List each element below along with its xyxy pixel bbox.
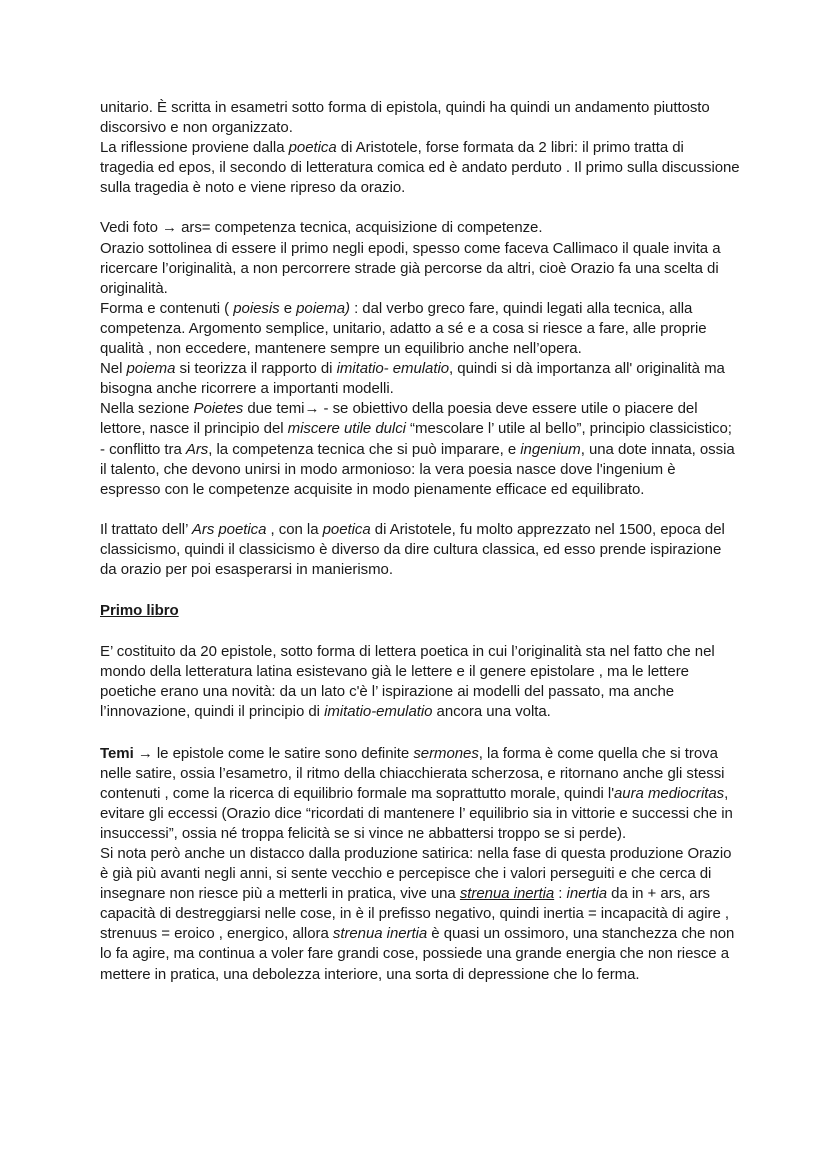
- text-run: da in + ars, ars capacità di destreggiarsi nelle cose, in è il prefisso negativo, quindi inertia = incapacità di agire , strenuus = eroico , energico, allora: [100, 885, 729, 943]
- paragraph: [100, 359, 740, 399]
- paragraph-spacer: [100, 580, 740, 601]
- text-run: Nella sezione: [100, 400, 194, 418]
- paragraph: [100, 98, 740, 138]
- section-heading: [100, 601, 740, 621]
- text-run: , la forma è come quella che si trova nelle satire, ossia l’esametro, il ritmo della chiacchierata scherzosa, e ritornano anche gli stessi contenuti , come la ricerca di equilibrio formale ma soprattutto morale, quindi l': [100, 744, 725, 802]
- text-run: ancora una volta.: [432, 703, 551, 721]
- italic-text: poetica: [288, 139, 337, 157]
- italic-text: miscere utile dulci: [287, 420, 406, 438]
- text-run: e: [279, 299, 297, 317]
- text-run: Il trattato dell’: [100, 520, 192, 538]
- italic-text: imitatio-emulatio: [324, 703, 433, 721]
- text-run: E’ costituito da 20 epistole, sotto forma di lettera poetica in cui l’originalità sta nel fatto che nel mondo della letteratura latina esistevano già le lettere e il genere epistolare , ma le lettere poetiche erano una novità: da un lato c'è l’ ispirazione ai modelli del passato, ma anche l’innovazione, quindi il principio di: [100, 643, 715, 721]
- paragraph: [100, 399, 740, 499]
- italic-text: poiesis: [233, 299, 280, 317]
- text-run: , evitare gli eccessi (Orazio dice “ricordati di mantenere l’ equilibrio sia in vittorie e successi che in insuccessi”, ossia né troppa felicità se si vince ne abbattersi troppo se si perde).: [100, 784, 733, 842]
- italic-text: poiema: [126, 360, 176, 378]
- text-run: , quindi si dà importanza all' originalità ma bisogna anche ricorrere a importanti modelli.: [100, 360, 725, 398]
- text-run: La riflessione proviene dalla: [100, 139, 289, 157]
- paragraph-spacer: [100, 500, 740, 520]
- italic-text: strenua inertia: [459, 885, 555, 903]
- text-run: unitario. È scritta in esametri sotto forma di epistola, quindi ha quindi un andamento piuttosto discorsivo e non organizzato.: [100, 99, 710, 137]
- paragraph-spacer: [100, 621, 740, 642]
- text-run: Si nota però anche un distacco dalla produzione satirica: nella fase di questa produzione Orazio è già più avanti negli anni, si sente vecchio e percepisce che i valori perseguiti e che cerca di insegnare non riesce più a metterli in pratica, vive una: [100, 845, 732, 903]
- italic-text: ingenium: [520, 440, 581, 458]
- text-run: , la competenza tecnica che si può imparare, e: [208, 440, 521, 458]
- text-run: , una dote innata, ossia il talento, che devono unirsi in modo armonioso: la vera poesia nasce dove l'ingenium è espresso con le competenze acquisite in modo pienamente efficace ed equilibrato.: [100, 440, 735, 498]
- document-page: [100, 98, 740, 985]
- paragraph-spacer: [100, 198, 740, 218]
- text-run: è quasi un ossimoro, una stanchezza che non lo fa agire, ma continua a voler fare grandi cose, possiede una grande energia che non riesce a mettere in pratica, una debolezza interiore, una sorta di depressione che lo ferma.: [100, 925, 735, 983]
- paragraph: [100, 138, 740, 198]
- bold-text: Temi: [100, 744, 134, 762]
- italic-text: aura mediocritas: [614, 784, 725, 802]
- text-run: Orazio sottolinea di essere il primo negli epodi, spesso come faceva Callimaco il quale invita a ricercare l’originalità, a non percorrere strade già percorse da altri, cioè Orazio fa una scelta di originalità.: [100, 239, 721, 297]
- paragraph-spacer: [100, 723, 740, 744]
- text-run: di Aristotele, fu molto apprezzato nel 1500, epoca del classicismo, quindi il classicismo è diverso da dire cultura classica, ed esso prende ispirazione da orazio per poi esasperarsi in manierismo.: [100, 520, 725, 578]
- text-run: due temi→ - se obiettivo della poesia deve essere utile o piacere del lettore, nasce il principio del: [100, 400, 698, 438]
- paragraph: [100, 299, 740, 359]
- italic-text: poetica: [322, 520, 371, 538]
- text-run: si teorizza il rapporto di: [175, 360, 337, 378]
- paragraph: [100, 844, 740, 985]
- text-run: di Aristotele, forse formata da 2 libri: il primo tratta di tragedia ed epos, il secondo di letteratura comica ed è andato perduto . Il primo sulla discussione sulla tragedia è noto e viene ripreso da orazio.: [100, 139, 740, 197]
- italic-text: poiema): [296, 299, 350, 317]
- text-run: :: [554, 885, 567, 903]
- text-run: Vedi foto → ars= competenza tecnica, acquisizione di competenze.: [100, 219, 543, 237]
- italic-text: sermones: [413, 744, 479, 762]
- italic-text: Ars poetica: [191, 520, 267, 538]
- italic-text: inertia: [566, 885, 608, 903]
- paragraph: [100, 218, 740, 238]
- italic-text: Ars: [185, 440, 209, 458]
- italic-text: strenua inertia: [332, 925, 428, 943]
- text-run: Primo libro: [100, 602, 179, 620]
- paragraph: [100, 520, 740, 580]
- paragraph: [100, 744, 740, 844]
- text-run: → le epistole come le satire sono definite: [133, 744, 414, 762]
- text-run: Forma e contenuti (: [100, 299, 234, 317]
- paragraph: [100, 642, 740, 722]
- italic-text: imitatio- emulatio: [336, 360, 450, 378]
- text-run: : dal verbo greco fare, quindi legati alla tecnica, alla competenza. Argomento semplice, unitario, adatto a sé e a cosa si riesce a fare, alle proprie qualità , non eccedere, mantenere sempre un equilibrio anche nell’opera.: [100, 299, 707, 358]
- paragraph: [100, 239, 740, 299]
- text-run: , con la: [266, 520, 323, 538]
- text-run: “mescolare l’ utile al bello”, principio classicistico; - conflitto tra: [100, 420, 732, 458]
- text-run: Nel: [100, 360, 127, 378]
- italic-text: Poietes: [193, 400, 244, 418]
